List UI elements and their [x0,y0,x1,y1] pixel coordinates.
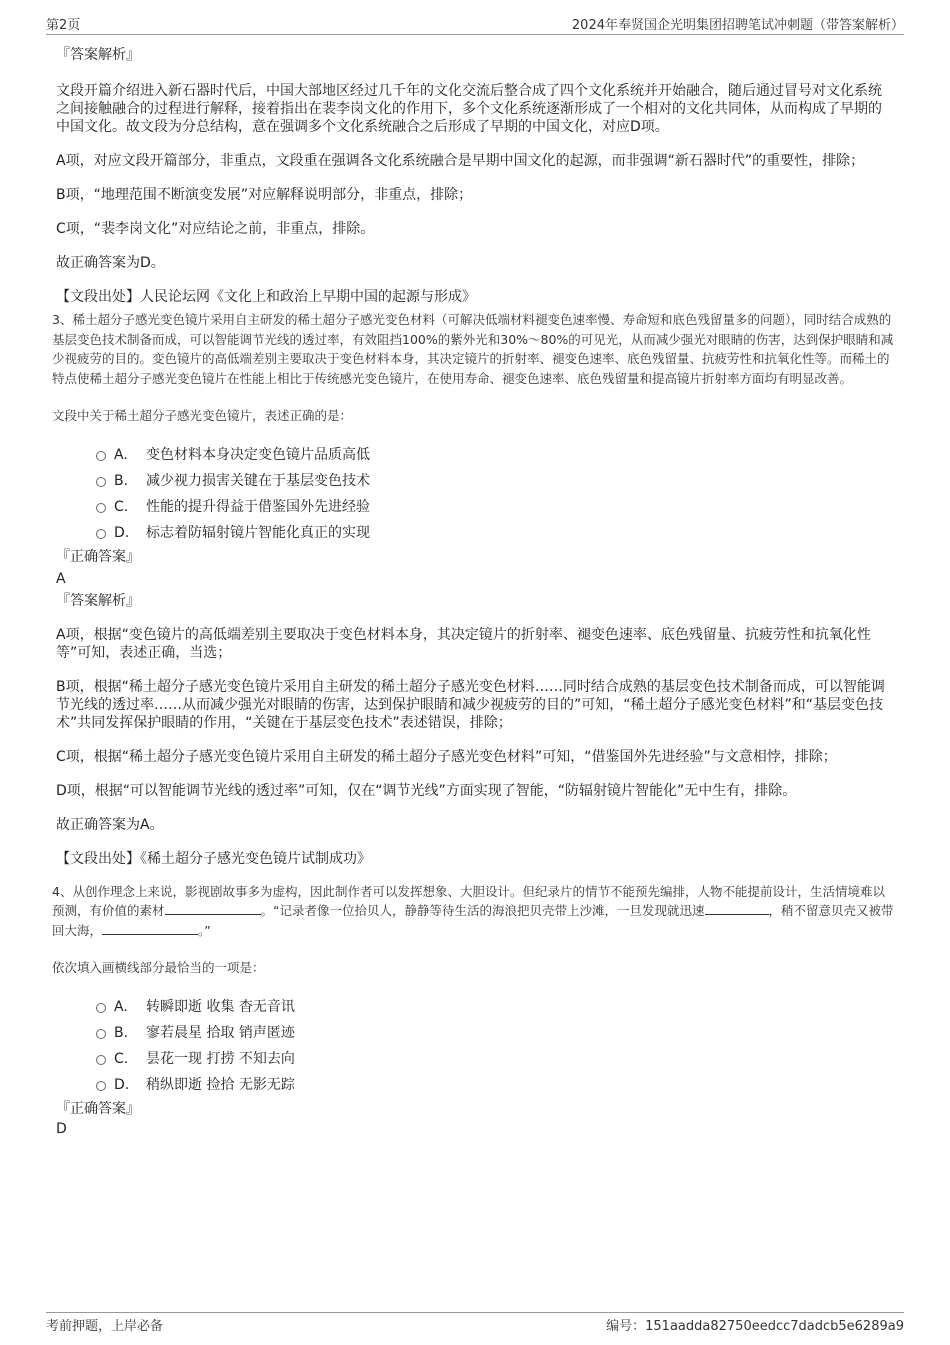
q3-question: 文段中关于稀土超分子感光变色镜片，表述正确的是： [52,408,353,423]
fill-blank [705,902,769,915]
q3-option-a[interactable] [56,442,894,468]
q4-stem-part: 4、从创作理念上来说，影视剧故事多为虚构，因此制作者可以发挥想象、大胆设计。但纪录片的情节不能预先编排，人物不能提前设计，生活情境难以预测，有价值的素材 [52,883,885,918]
q4-stem-part: 。“记录者像一位拾贝人，静静等待生活的海浪把贝壳带上沙滩，一旦发现就迅速 [260,903,705,918]
option-letter: A. [114,446,128,463]
q2-analysis-a: A项，对应文段开篇部分，非重点，文段重在强调各文化系统融合是早期中国文化的起源，而非强调“新石器时代”的重要性，排除； [56,153,865,169]
option-letter: A. [114,998,128,1015]
q4-stem [52,882,894,941]
q2-analysis-intro: 文段开篇介绍进入新石器时代后，中国大部地区经过几千年的文化交流后整合成了四个文化系统并开始融合，随后通过冒号对文化系统之间接触融合的过程进行解释，接着指出在裴李岗文化的作用下，多个文化系统逐渐形成了一个相对的文化共同体，从而构成了早期的中国文化。故文段为分总结构，意在强调多个文化系统融合之后形成了早期的中国文化，对应D项。 [56,83,882,135]
option-letter: D. [114,1076,130,1093]
page-number: 第2页 [46,18,81,33]
option-letter: C. [114,498,129,515]
q3-analysis-label: 『答案解析』 [56,592,140,609]
fill-blank [165,902,261,915]
radio-button[interactable] [96,1081,106,1091]
q4-option-a[interactable] [56,994,894,1020]
q3-option-c[interactable] [56,494,894,520]
option-letter: D. [114,524,130,541]
fill-blank [102,922,198,935]
page-footer [46,1312,904,1333]
radio-button[interactable] [96,451,106,461]
q3-analysis-d: D项，根据“可以智能调节光线的透过率”可知，仅在“调节光线”方面实现了智能，“防辐射镜片智能化”无中生有，排除。 [56,782,797,799]
option-letter: B. [114,1024,129,1041]
q4-option-b[interactable] [56,1020,894,1046]
q2-analysis-label: 『答案解析』 [56,47,140,63]
q2-source: 【文段出处】人民论坛网《文化上和政治上早期中国的起源与形成》 [56,289,476,305]
q2-conclusion: 故正确答案为D。 [56,255,165,271]
q3-option-d[interactable] [56,520,894,546]
option-text: 减少视力损害关键在于基层变色技术 [146,472,370,489]
q3-conclusion: 故正确答案为A。 [56,816,164,833]
q2-analysis-c: C项，“裴李岗文化”对应结论之前，非重点，排除。 [56,221,375,237]
q4-correct-label: 『正确答案』 [56,1100,140,1117]
q3-correct-answer: A [56,570,66,587]
q4-stem-part: ，稍不留意贝壳又被带回大海， [52,903,894,938]
q3-analysis-a: A项，根据“变色镜片的高低端差别主要取决于变色材料本身，其决定镜片的折射率、褪变色速率、底色残留量、抗疲劳性和抗氧化性等”可知，表述正确，当选； [56,626,871,661]
q4-question: 依次填入画横线部分最恰当的一项是： [52,960,265,975]
footer-slogan: 考前押题，上岸必备 [46,1319,164,1334]
page-header [46,14,904,35]
radio-button[interactable] [96,1055,106,1065]
option-text: 性能的提升得益于借鉴国外先进经验 [146,498,370,515]
q4-stem-part: 。” [198,922,211,938]
q2-analysis-b: B项，“地理范围不断演变发展”对应解释说明部分，非重点，排除； [56,187,473,203]
footer-serial: 编号：151aadda82750eedcc7dadcb5e6289a9 [606,1319,904,1334]
q3-options [56,442,894,546]
q3-option-b[interactable] [56,468,894,494]
q4-correct-answer: D [56,1120,67,1137]
option-text: 昙花一现 打捞 不知去向 [146,1050,295,1067]
q3-analysis-b: B项，根据“稀土超分子感光变色镜片采用自主研发的稀土超分子感光变色材料……同时结合成熟的基层变色技术制备而成，可以智能调节光线的透过率……从而减少强光对眼睛的伤害，达到保护眼睛和减少视疲劳的目的”可知，“稀土超分子感光变色材料”和“基层变色技术”共同发挥保护眼睛的作用，“关键在于基层变色技术”表述错误，排除； [56,678,885,731]
radio-button[interactable] [96,477,106,487]
q4-option-d[interactable] [56,1072,894,1098]
option-text: 转瞬即逝 收集 杳无音讯 [146,998,295,1015]
option-letter: C. [114,1050,129,1067]
q3-source: 【文段出处】《稀土超分子感光变色镜片试制成功》 [56,850,371,867]
q4-option-c[interactable] [56,1046,894,1072]
radio-button[interactable] [96,1003,106,1013]
option-text: 标志着防辐射镜片智能化真正的实现 [146,524,370,541]
option-text: 寥若晨星 拾取 销声匿迹 [146,1024,295,1041]
option-text: 变色材料本身决定变色镜片品质高低 [146,446,370,463]
radio-button[interactable] [96,503,106,513]
radio-button[interactable] [96,1029,106,1039]
q3-analysis-c: C项，根据“稀土超分子感光变色镜片采用自主研发的稀土超分子感光变色材料”可知，“借鉴国外先进经验”与文意相悖，排除； [56,748,837,765]
radio-button[interactable] [96,529,106,539]
option-letter: B. [114,472,129,489]
q3-stem: 3、稀土超分子感光变色镜片采用自主研发的稀土超分子感光变色材料（可解决低端材料褪变色速率慢、寿命短和底色残留量多的问题），同时结合成熟的基层变色技术制备而成，可以智能调节光线的透过率，有效阻挡100%的紫外光和30%～80%的可见光，从而减少强光对眼睛的伤害，达到保护眼睛和减少视疲劳的目的。变色镜片的高低端差别主要取决于变色材料本身，其决定镜片的折射率、褪变色速率、底色残留量、抗疲劳性和抗氧化性等。而稀土的特点使稀土超分子感光变色镜片在性能上相比于传统感光变色镜片，在使用寿命、褪变色速率、底色残留量和提高镜片折射率方面均有明显改善。 [52,312,894,386]
q3-correct-label: 『正确答案』 [56,548,140,565]
option-text: 稍纵即逝 捡拾 无影无踪 [146,1076,295,1093]
q4-options [56,994,894,1098]
page-content [52,46,894,1138]
document-title: 2024年奉贤国企光明集团招聘笔试冲刺题（带答案解析） [571,18,904,33]
